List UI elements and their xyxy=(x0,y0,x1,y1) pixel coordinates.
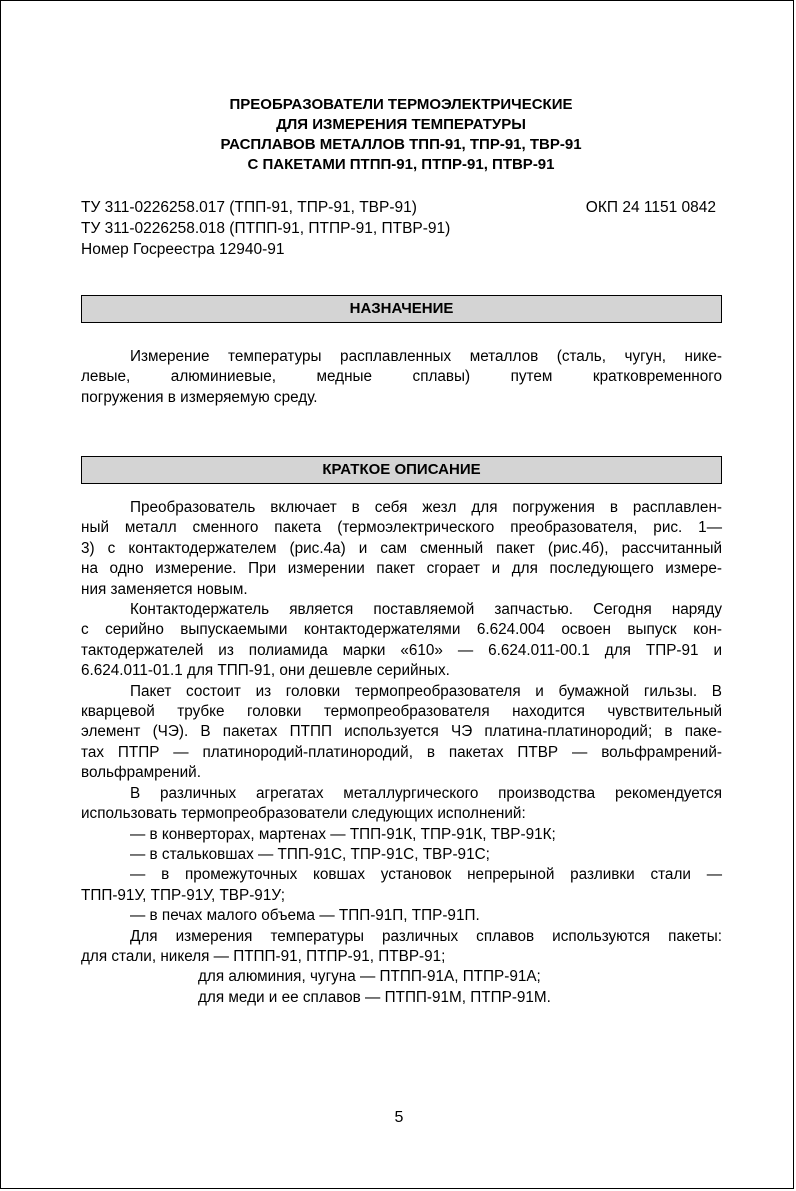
text-line: ТПП-91У, ТПР-91У, ТВР-91У; xyxy=(81,886,285,904)
list-item: — в стальковшах — ТПП-91С, ТПР-91С, ТВР-91С; xyxy=(130,845,490,863)
list-item: — в конверторах, мартенах — ТПП-91К, ТПР-91К, ТВР-91К; xyxy=(130,825,556,843)
title-line: С ПАКЕТАМИ ПТПП-91, ПТПР-91, ПТВР-91 xyxy=(247,156,555,173)
text-line: ный металл сменного пакета (термоэлектрического преобразователя, рис. 1— xyxy=(81,519,722,537)
text-line: кварцевой трубке головки термопреобразователя находится чувствительный xyxy=(81,703,722,721)
document-meta xyxy=(81,197,721,260)
text-line: 3) с контактодержателем (рис.4а) и сам сменный пакет (рис.4б), рассчитанный xyxy=(81,539,722,557)
description-paragraph xyxy=(81,498,722,1008)
text-line: погружения в измеряемую среду. xyxy=(81,388,318,406)
tu-spec-2: ТУ 311-0226258.018 (ПТПП-91, ПТПР-91, ПТВР-91) xyxy=(81,220,451,237)
list-item: — в промежуточных ковшах установок непрерыной разливки стали — xyxy=(130,866,722,884)
title-line: РАСПЛАВОВ МЕТАЛЛОВ ТПП-91, ТПР-91, ТВР-91 xyxy=(220,136,582,153)
purpose-paragraph xyxy=(81,347,722,408)
tu-spec-1: ТУ 311-0226258.017 (ТПП-91, ТПР-91, ТВР-91) xyxy=(81,199,417,216)
text-line: для стали, никеля — ПТПП-91, ПТПР-91, ПТВР-91; xyxy=(81,947,446,965)
title-line: ДЛЯ ИЗМЕРЕНИЯ ТЕМПЕРАТУРЫ xyxy=(276,116,526,133)
text-line: элемент (ЧЭ). В пакетах ПТПП используется ЧЭ платина-платинородий; в паке- xyxy=(81,723,722,741)
text-line: Преобразователь включает в себя жезл для погружения в расплавлен- xyxy=(130,499,722,516)
text-line: использовать термопреобразователи следующих исполнений: xyxy=(81,805,526,823)
text-line: Для измерения температуры различных сплавов используются пакеты: xyxy=(130,927,722,945)
text-line: на одно измерение. При измерении пакет сгорает и для последующего измере- xyxy=(81,560,722,578)
okp-code: ОКП 24 1151 0842 xyxy=(585,199,716,216)
title-line: ПРЕОБРАЗОВАТЕЛИ ТЕРМОЭЛЕКТРИЧЕСКИЕ xyxy=(229,96,573,113)
text-line: тах ПТПР — платинородий-платинородий, в пакетах ПТВР — вольфрамрений- xyxy=(81,743,722,761)
text-line: для алюминия, чугуна — ПТПП-91А, ПТПР-91А; xyxy=(198,968,541,986)
page-number: 5 xyxy=(394,1109,404,1126)
list-item: — в печах малого объема — ТПП-91П, ТПР-91П. xyxy=(130,907,480,925)
document-title xyxy=(81,95,721,175)
text-line: В различных агрегатах металлургического производства рекомендуется xyxy=(130,784,722,802)
section-header-purpose: НАЗНАЧЕНИЕ xyxy=(81,295,722,323)
text-line: левые, алюминиевые, медные сплавы) путем кратковременного xyxy=(81,368,722,386)
text-line: 6.624.011-01.1 для ТПП-91, они дешевле серийных. xyxy=(81,662,450,680)
text-line: Пакет состоит из головки термопреобразователя и бумажной гильзы. В xyxy=(130,682,722,700)
text-line: вольфрамрений. xyxy=(81,764,201,782)
registry-number: Номер Госреестра 12940-91 xyxy=(81,241,285,258)
section-header-description: КРАТКОЕ ОПИСАНИЕ xyxy=(81,456,722,484)
text-line: с серийно выпускаемыми контактодержателями 6.624.004 освоен выпуск кон- xyxy=(81,621,722,639)
text-line: Контактодержатель является поставляемой запчастью. Сегодня наряду xyxy=(130,601,722,619)
text-line: Измерение температуры расплавленных металлов (сталь, чугун, нике- xyxy=(130,348,722,365)
text-line: тактодержателей из полиамида марки «610» — 6.624.011-00.1 для ТПР-91 и xyxy=(81,641,722,659)
text-line: для меди и ее сплавов — ПТПП-91М, ПТПР-91М. xyxy=(198,988,551,1006)
text-line: ния заменяется новым. xyxy=(81,580,248,598)
